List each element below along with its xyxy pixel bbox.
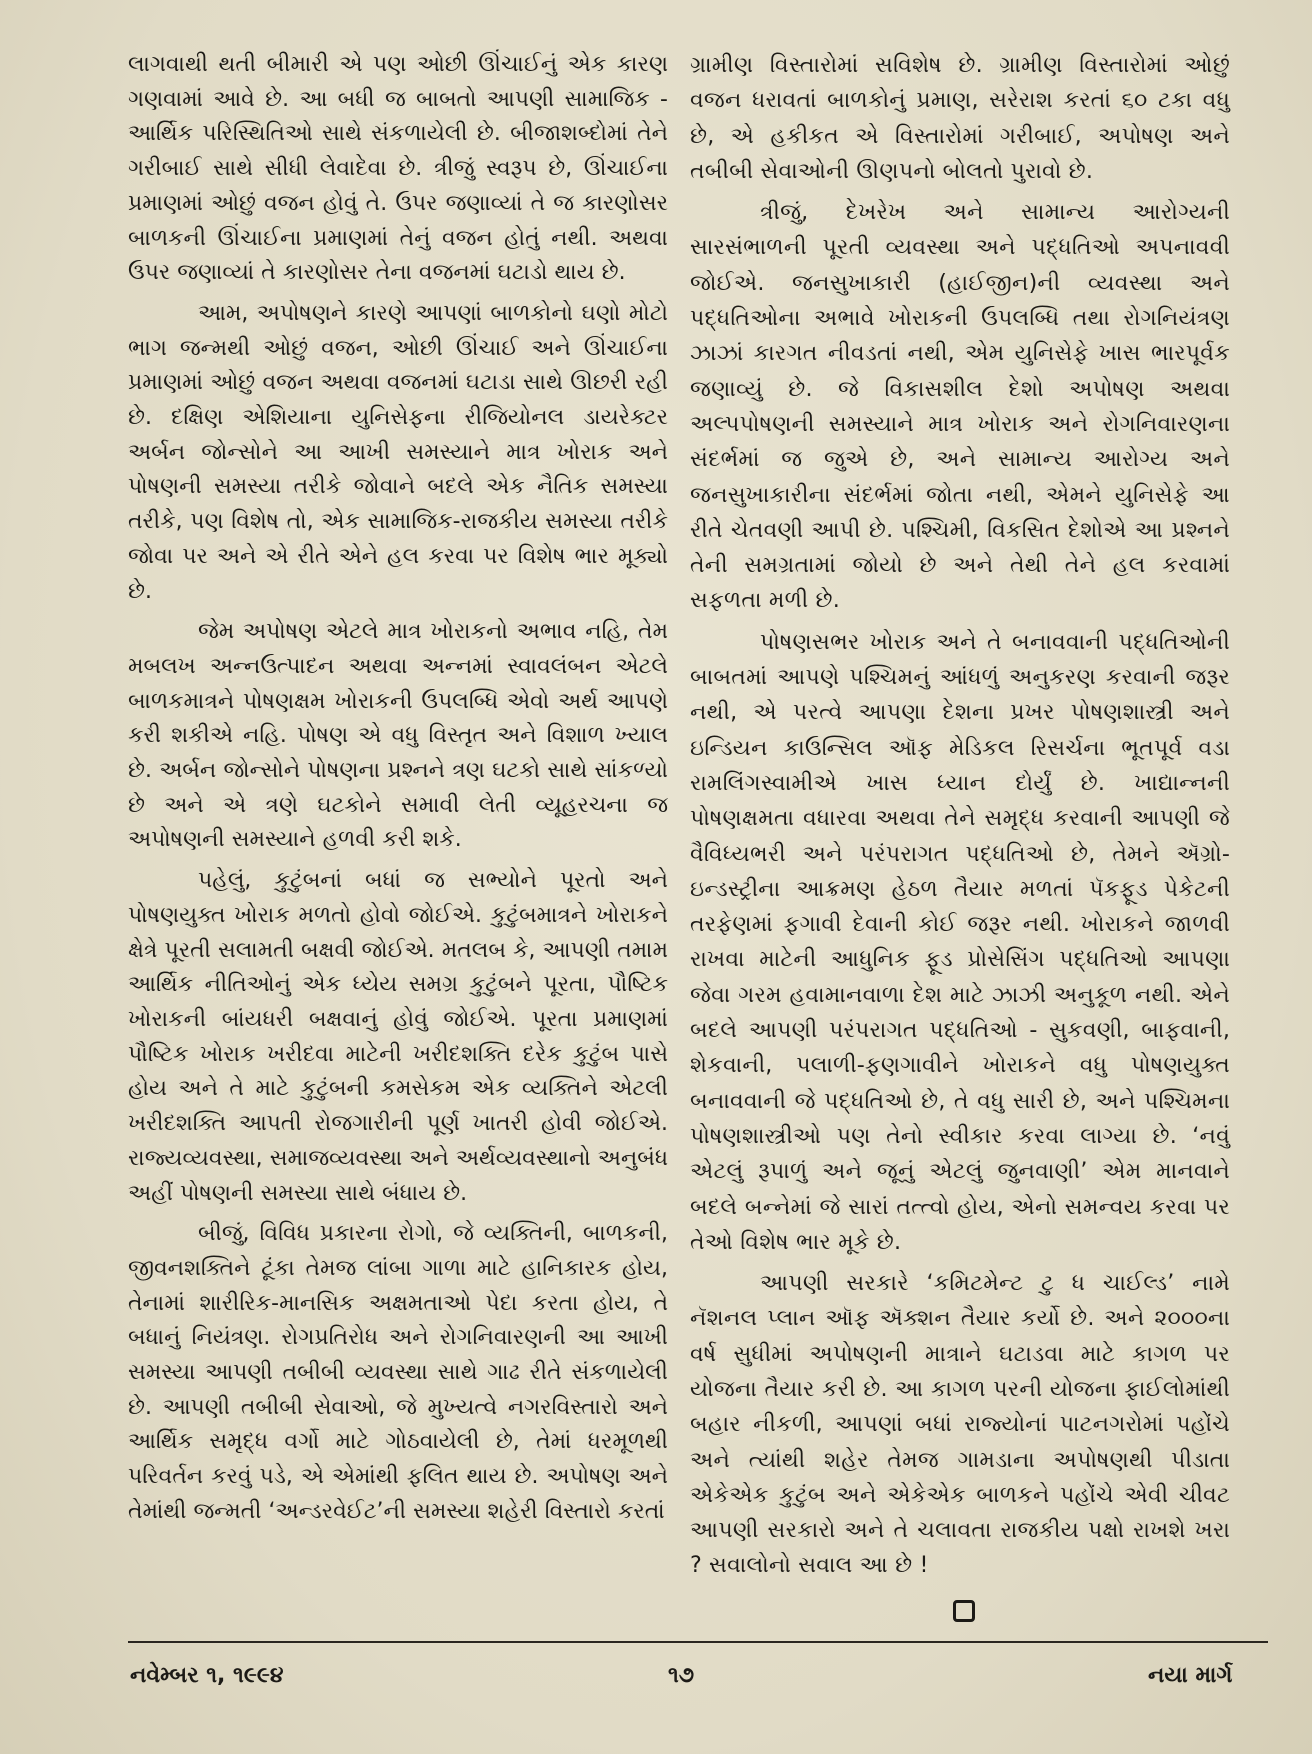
left-column xyxy=(128,48,668,1536)
magazine-name: નયા માર્ગ xyxy=(1148,1663,1233,1688)
paragraph: આપણી સરકારે ‘કમિટમેન્ટ ટુ ધ ચાઈલ્ડ’ નામે નૅશનલ પ્લાન ઑફ ઍક્શન તૈયાર કર્યો છે. અને ૨૦૦૦ના વર્ષ સુધીમાં અપોષણની માત્રાને ઘટાડવા માટે કાગળ પર યોજના તૈયાર કરી છે. આ કાગળ પરની યોજના ફાઈલોમાંથી બહાર નીકળી, આપણાં બધાં રાજ્યોનાં પાટનગરોમાં પહોંચે અને ત્યાંથી શહેર તેમજ ગામડાના અપોષણથી પીડાતા એકેએક કુટુંબ અને એકેએક બાળકને પહોંચે એવી ચીવટ આપણી સરકારો અને તે ચલાવતા રાજકીય પક્ષો રાખશે ખરા ? સવાલોનો સવાલ આ છે ! xyxy=(690,1270,1230,1579)
paragraph: પોષણસભર ખોરાક અને તે બનાવવાની પદ્ધતિઓની બાબતમાં આપણે પશ્ચિમનું આંધળું અનુકરણ કરવાની જરૂર નથી, એ પરત્વે આપણા દેશના પ્રખર પોષણશાસ્ત્રી અને ઇન્ડિયન કાઉન્સિલ ઑફ મેડિકલ રિસર્ચના ભૂતપૂર્વ વડા રામલિંગસ્વામીએ ખાસ ધ્યાન દોર્યું છે. ખાદ્યાન્નની પોષણક્ષમતા વધારવા અથવા તેને સમૃદ્ધ કરવાની આપણી જે વૈવિધ્યભરી અને પરંપરાગત પદ્ધતિઓ છે, તેમને ઍગ્રો-ઇન્ડસ્ટ્રીના આક્રમણ હેઠળ તૈયાર મળતાં પૅકફૂડ પેકેટની તરફેણમાં ફગાવી દેવાની કોઈ જરૂર નથી. ખોરાકને જાળવી રાખવા માટેની આધુનિક ફૂડ પ્રોસેસિંગ પદ્ધતિઓ આપણા જેવા ગરમ હવામાનવાળા દેશ માટે ઝાઝી અનુકૂળ નથી. એને બદલે આપણી પરંપરાગત પદ્ધતિઓ - સુકવણી, બાફવાની, શેકવાની, પલાળી-ફણગાવીને ખોરાકને વધુ પોષણયુક્ત બનાવવાની જે પદ્ધતિઓ છે, તે વધુ સારી છે, અને પશ્ચિમના પોષણશાસ્ત્રીઓ પણ તેનો સ્વીકાર કરવા લાગ્યા છે. ‘નવું એટલું રૂપાળું અને જૂનું એટલું જુનવાણી’ એમ માનવાને બદલે બન્નેમાં જે સારાં તત્ત્વો હોય, એનો સમન્વય કરવા પર તેઓ વિશેષ ભાર મૂકે છે. xyxy=(690,628,1230,1255)
page-number: ૧૭ xyxy=(668,1663,695,1688)
footer-date: નવેમ્બર ૧, ૧૯૯૪ xyxy=(130,1663,284,1688)
paragraph: ગ્રામીણ વિસ્તારોમાં સવિશેષ છે. ગ્રામીણ વિસ્તારોમાં ઓછું વજન ધરાવતાં બાળકોનું પ્રમાણ, સરેરાશ કરતાં ૬૦ ટકા વધુ છે, એ હકીકત એ વિસ્તારોમાં ગરીબાઈ, અપોષણ અને તબીબી સેવાઓની ઊણપનો બોલતો પુરાવો છે. xyxy=(690,52,1230,184)
paragraph: લાગવાથી થતી બીમારી એ પણ ઓછી ઊંચાઈનું એક કારણ ગણવામાં આવે છે. આ બધી જ બાબતો આપણી સામાજિક - આર્થિક પરિસ્થિતિઓ સાથે સંકળાયેલી છે. બીજાશબ્દોમાં તેને ગરીબાઈ સાથે સીધી લેવાદેવા છે. ત્રીજું સ્વરૂપ છે, ઊંચાઈના પ્રમાણમાં ઓછું વજન હોવું તે. ઉપર જણાવ્યાં તે જ કારણોસર બાળકની ઊંચાઈના પ્રમાણમાં તેનું વજન હોતું નથી. અથવા ઉપર જણાવ્યાં તે કારણોસર તેના વજનમાં ઘટાડો થાય છે. xyxy=(128,52,668,286)
paragraph: જેમ અપોષણ એટલે માત્ર ખોરાકનો અભાવ નહિ, તેમ મબલખ અન્નઉત્પાદન અથવા અન્નમાં સ્વાવલંબન એટલે બાળકમાત્રને પોષણક્ષમ ખોરાકની ઉપલબ્ધિ એવો અર્થ આપણે કરી શકીએ નહિ. પોષણ એ વધુ વિસ્તૃત અને વિશાળ ખ્યાલ છે. અર્બન જોન્સોને પોષણના પ્રશ્નને ત્રણ ઘટકો સાથે સાંકળ્યો છે અને એ ત્રણે ઘટકોને સમાવી લેતી વ્યૂહરચના જ અપોષણની સમસ્યાને હળવી કરી શકે. xyxy=(128,619,668,853)
paragraph: ત્રીજું, દેખરેખ અને સામાન્ય આરોગ્યની સારસંભાળની પૂરતી વ્યવસ્થા અને પદ્ધતિઓ અપનાવવી જોઈએ. જનસુખાકારી (હાઈજીન)ની વ્યવસ્થા અને પદ્ધતિઓના અભાવે ખોરાકની ઉપલબ્ધિ તથા રોગનિયંત્રણ ઝાઝાં કારગત નીવડતાં નથી, એમ યુનિસેફે ખાસ ભારપૂર્વક જણાવ્યું છે. જે વિકાસશીલ દેશો અપોષણ અથવા અલ્પપોષણની સમસ્યાને માત્ર ખોરાક અને રોગનિવારણના સંદર્ભમાં જ જુએ છે, અને સામાન્ય આરોગ્ય અને જનસુખાકારીના સંદર્ભમાં જોતા નથી, એમને યુનિસેફે આ રીતે ચેતવણી આપી છે. પશ્ચિમી, વિકસિત દેશોએ આ પ્રશ્નને તેની સમગ્રતામાં જોયો છે અને તેથી તેને હલ કરવામાં સફળતા મળી છે. xyxy=(690,199,1230,614)
paragraph: આમ, અપોષણને કારણે આપણાં બાળકોનો ઘણો મોટો ભાગ જન્મથી ઓછું વજન, ઓછી ઊંચાઈ અને ઊંચાઈના પ્રમાણમાં ઓછું વજન અથવા વજનમાં ઘટાડા સાથે ઊછરી રહી છે. દક્ષિણ એશિયાના યુનિસેફના રીજિયોનલ ડાયરેક્ટર અર્બન જોન્સોને આ આખી સમસ્યાને માત્ર ખોરાક અને પોષણની સમસ્યા તરીકે જોવાને બદલે એક નૈતિક સમસ્યા તરીકે, પણ વિશેષ તો, એક સામાજિક-રાજકીય સમસ્યા તરીકે જોવા પર અને એ રીતે એને હલ કરવા પર વિશેષ ભાર મૂક્યો છે. xyxy=(128,300,668,604)
footer-divider xyxy=(128,1641,1268,1643)
end-of-article-square-icon xyxy=(953,1600,975,1622)
paragraph: બીજું, વિવિધ પ્રકારના રોગો, જે વ્યક્તિની, બાળકની, જીવનશક્તિને ટૂંકા તેમજ લાંબા ગાળા માટે હાનિકારક હોય, તેનામાં શારીરિક-માનસિક અક્ષમતાઓ પેદા કરતા હોય, તે બધાનું નિયંત્રણ. રોગપ્રતિરોધ અને રોગનિવારણની આ આખી સમસ્યા આપણી તબીબી વ્યવસ્થા સાથે ગાઢ રીતે સંકળાયેલી છે. આપણી તબીબી સેવાઓ, જે મુખ્યત્વે નગરવિસ્તારો અને આર્થિક સમૃદ્ધ વર્ગો માટે ગોઠવાયેલી છે, તેમાં ધરમૂળથી પરિવર્તન કરવું પડે, એ એમાંથી ફલિત થાય છે. અપોષણ અને તેમાંથી જન્મતી ‘અન્ડરવેઈટ’ની સમસ્યા શહેરી વિસ્તારો કરતાં xyxy=(128,1221,668,1524)
paragraph: પહેલું, કુટુંબનાં બધાં જ સભ્યોને પૂરતો અને પોષણયુક્ત ખોરાક મળતો હોવો જોઈએ. કુટુંબમાત્રને ખોરાકને ક્ષેત્રે પૂરતી સલામતી બક્ષવી જોઈએ. મતલબ કે, આપણી તમામ આર્થિક નીતિઓનું એક ધ્યેય સમગ્ર કુટુંબને પૂરતા, પૌષ્ટિક ખોરાકની બાંયધરી બક્ષવાનું હોવું જોઈએ. પૂરતા પ્રમાણમાં પૌષ્ટિક ખોરાક ખરીદવા માટેની ખરીદશક્તિ દરેક કુટુંબ પાસે હોય અને તે માટે કુટુંબની કમસેકમ એક વ્યક્તિને એટલી ખરીદશક્તિ આપતી રોજગારીની પૂર્ણ ખાતરી હોવી જોઈએ. રાજ્યવ્યવસ્થા, સમાજવ્યવસ્થા અને અર્થવ્યવસ્થાનો અનુબંધ અહીં પોષણની સમસ્યા સાથે બંધાય છે. xyxy=(128,868,668,1206)
right-column xyxy=(690,48,1230,1590)
